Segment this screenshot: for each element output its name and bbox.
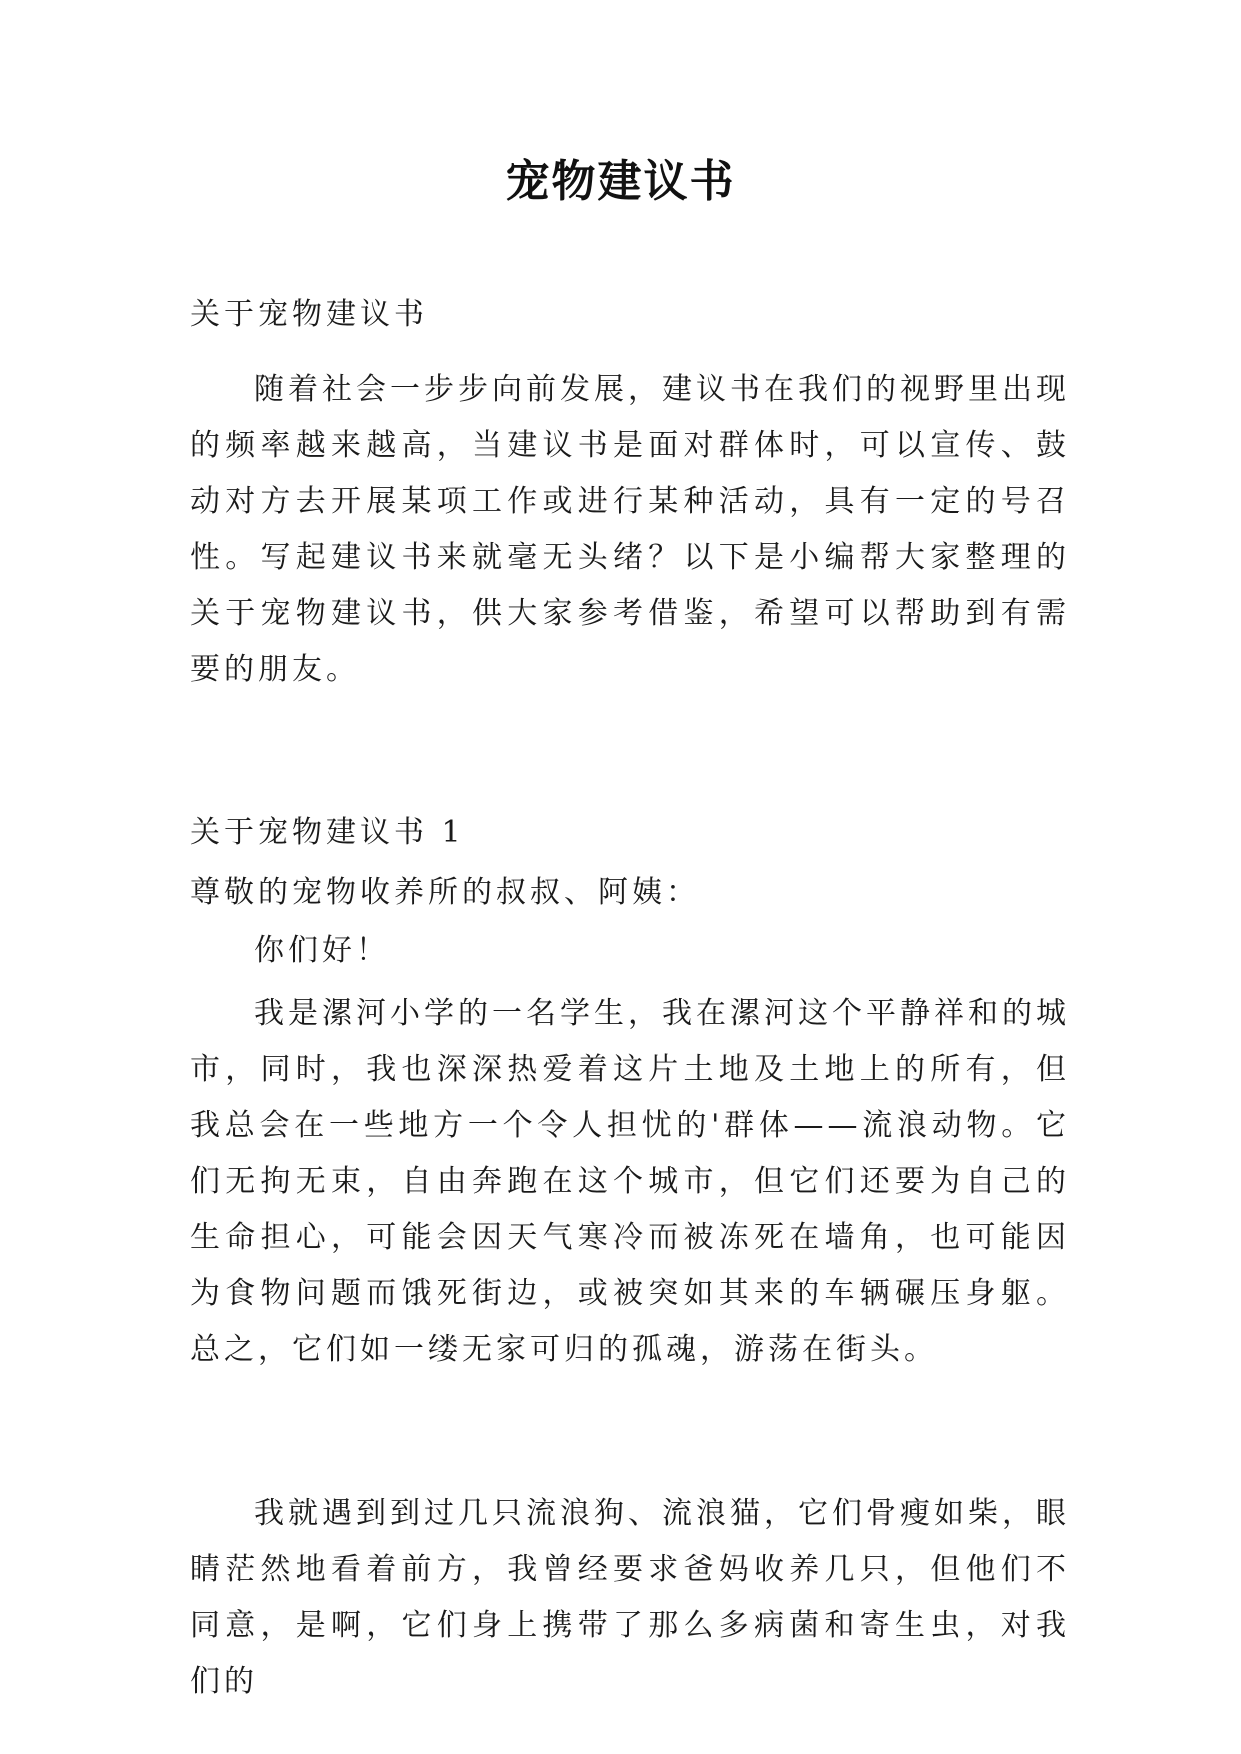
document-subtitle: 关于宠物建议书 <box>190 297 428 332</box>
section-heading: 关于宠物建议书 1 <box>190 815 465 850</box>
salutation: 尊敬的宠物收养所的叔叔、阿姨： <box>190 875 700 910</box>
intro-paragraph: 随着社会一步步向前发展，建议书在我们的视野里出现的频率越来越高，当建议书是面对群体时，可以宣传、鼓动对方去开展某项工作或进行某种活动，具有一定的号召性。写起建议书来就毫无头绪？以下是小编帮大家整理的关于宠物建议书，供大家参考借鉴，希望可以帮助到有需要的朋友。 <box>190 372 1070 687</box>
body-paragraph-2: 我就遇到到过几只流浪狗、流浪猫，它们骨瘦如柴，眼睛茫然地看着前方，我曾经要求爸妈收养几只，但他们不同意，是啊，它们身上携带了那么多病菌和寄生虫，对我们的 <box>190 1496 1070 1699</box>
greeting: 你们好！ <box>254 933 390 968</box>
body-paragraph-1: 我是漯河小学的一名学生，我在漯河这个平静祥和的城市，同时，我也深深热爱着这片土地及土地上的所有，但我总会在一些地方一个令人担忧的'群体——流浪动物。它们无拘无束，自由奔跑在这个城市，但它们还要为自己的生命担心，可能会因天气寒冷而被冻死在墙角，也可能因为食物问题而饿死街边，或被突如其来的车辆碾压身躯。总之，它们如一缕无家可归的孤魂，游荡在街头。 <box>190 996 1070 1367</box>
document-title: 宠物建议书 <box>505 156 736 207</box>
